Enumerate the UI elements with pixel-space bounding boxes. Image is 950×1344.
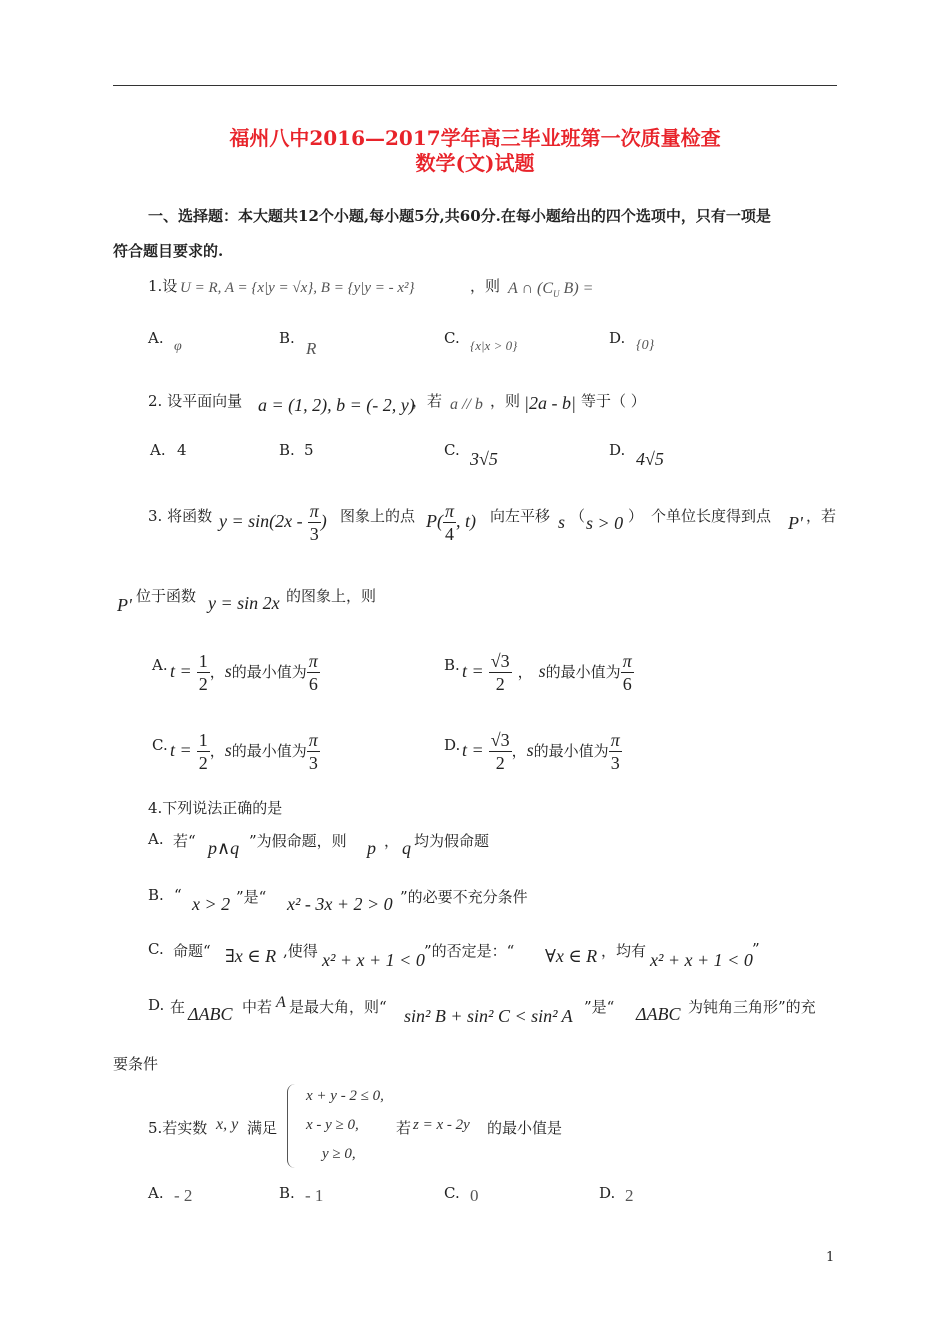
q1-ask-b: B) = (559, 280, 594, 297)
q3-opt-c-num: 1 (198, 730, 208, 750)
q2-vectors: a = (1, 2), b = (- 2, y) (258, 395, 415, 415)
q3-opt-d-t: t = (462, 740, 484, 760)
q3-s-cond: s > 0 (586, 513, 624, 533)
q3-opt-d-comma: ， (511, 742, 527, 760)
q5-opt-c-val: 0 (470, 1186, 479, 1205)
q3-opt-d-sden: 3 (610, 753, 620, 773)
q3-function (219, 500, 327, 545)
q2-abs: |2a - b| (524, 393, 576, 413)
q1-opt-a-val: φ (174, 339, 182, 354)
q5-opt-d-val: 2 (625, 1186, 634, 1205)
q4-d-1: 在 (170, 998, 186, 1016)
q3-opt-a-num: 1 (198, 651, 208, 671)
q2-opt-d-label: D. (609, 441, 626, 459)
q2-opt-c-label: C. (444, 441, 460, 459)
q4-a-3: 均为假命题 (414, 832, 490, 850)
q1-stem (148, 275, 177, 296)
q3-opt-b-sfrac (621, 650, 634, 695)
q4-c-expr2: x² + x + 1 < 0 (322, 950, 425, 970)
q3-opt-c-text: 的最小值为 (231, 742, 307, 760)
q4-c-label: C. (148, 940, 164, 958)
q4-d-4: ”是“ (584, 998, 615, 1016)
q3-opt-b-snum: π (622, 651, 632, 671)
section-intro-line2: 符合题目要求的. (113, 242, 224, 260)
q3-opt-b-s: s (538, 661, 546, 681)
q1-opt-d-label: D. (609, 329, 626, 347)
q5-ineq-1: x + y - 2 ≤ 0, (306, 1088, 384, 1104)
q3-opt-c-label: C. (152, 736, 168, 754)
q3-pt-num: π (445, 501, 455, 521)
q3-paren-l: （ (570, 507, 586, 525)
q3-opt-a (170, 650, 320, 695)
q4-c-expr3: ∀x ∈ R (545, 946, 598, 966)
q2-cond: a // b (450, 396, 483, 413)
q3-opt-d-sfrac (609, 729, 622, 774)
q3-opt-d-frac (489, 729, 512, 774)
q4-b-label: B. (148, 886, 164, 904)
q5-opt-d-label: D. (599, 1184, 616, 1202)
q4-d-tri: ΔABC (188, 1004, 233, 1024)
q3-opt-d (462, 729, 622, 774)
q3-point (426, 500, 476, 545)
q4-b-expr2: x² - 3x + 2 > 0 (287, 894, 393, 914)
q1-ask-sub: U (553, 289, 560, 300)
q3-opt-c (170, 729, 320, 774)
exam-subtitle: 数学(文)试题 (415, 151, 535, 175)
q3-line2-p: P' (117, 595, 132, 615)
q5-opt-c-label: C. (444, 1184, 460, 1202)
q3-opt-c-frac (197, 729, 210, 774)
q3-opt-a-s: s (224, 661, 232, 681)
q3-opt-d-den: 2 (495, 753, 505, 773)
q4-c-3: ”的否定是：“ (424, 942, 515, 960)
q5-opt-a-label: A. (148, 1184, 164, 1202)
q2-opt-b-val: 5 (304, 441, 314, 459)
exam-title: 福州八中2016—2017学年高三毕业班第一次质量检查 (229, 126, 721, 150)
q3-tail: 个单位长度得到点 (651, 507, 772, 525)
q4-d-A: A (276, 994, 286, 1011)
q3-paren-r: ） (628, 507, 644, 525)
q1-opt-b-label: B. (279, 329, 295, 347)
q3-opt-a-text: 的最小值为 (231, 663, 307, 681)
q5-opt-b-val: - 1 (305, 1186, 324, 1205)
q3-pprime: P' (788, 513, 803, 533)
q3-opt-d-text: 的最小值为 (533, 742, 609, 760)
q5-vars: x, y (216, 1116, 239, 1133)
q5-ruo: 若 (396, 1119, 412, 1137)
q3-opt-b-label: B. (444, 656, 460, 674)
q4-a-p: p (367, 838, 376, 858)
q5-ineq-2: x - y ≥ 0, (306, 1117, 359, 1133)
q5-opt-b-label: B. (279, 1184, 295, 1202)
q3-opt-b-t: t = (462, 661, 484, 681)
q5-opt-a-val: - 2 (174, 1186, 193, 1205)
q1-ask (508, 280, 593, 299)
q5-z: z = x - 2y (413, 1117, 470, 1133)
q3-opt-a-t: t = (170, 661, 192, 681)
q4-c-5: ” (752, 940, 760, 958)
q3-opt-b-text: 的最小值为 (545, 663, 621, 681)
q1-opt-d-val: {0} (636, 338, 655, 353)
q4-a-q: q (402, 838, 411, 858)
q4-c-1: 命题“ (173, 942, 211, 960)
q3-opt-b-frac (489, 650, 512, 695)
q4-a-1: 若“ (173, 832, 196, 850)
q3-pt-den: 4 (445, 524, 455, 544)
q3-opt-c-t: t = (170, 740, 192, 760)
q1-prefix: 1.设 (148, 277, 178, 295)
q2-then: ，则 (490, 392, 521, 410)
q1-then: ，则 (470, 277, 501, 295)
q4-a-expr: p∧q (208, 838, 240, 858)
q3-opt-c-comma: ， (209, 742, 225, 760)
q4-c-expr1: ∃x ∈ R (225, 946, 277, 966)
q4-b-expr1: x > 2 (192, 894, 231, 914)
q3-line2-text: 位于函数 (136, 587, 197, 605)
q2-opt-c-val: 3√5 (470, 449, 498, 469)
q4-d-expr: sin² B + sin² C < sin² A (404, 1006, 573, 1026)
q3-opt-b-num: √3 (490, 651, 510, 671)
q4-d-5: 为钝角三角形”的充 (688, 998, 816, 1016)
q3-line2-fn: y = sin 2x (208, 593, 280, 613)
q4-d-3: 是最大角，则“ (289, 998, 387, 1016)
q2-opt-b-label: B. (279, 441, 295, 459)
q3-opt-c-sden: 3 (308, 753, 318, 773)
q4-b-3: ”的必要不充分条件 (400, 888, 528, 906)
q1-opt-b-val: R (306, 339, 317, 358)
q3-pt-frac (443, 500, 456, 545)
section-intro-line1: 一、选择题：本大题共12个小题,每小题5分,共60分.在每小题给出的四个选项中，只有一项是 (148, 207, 771, 225)
q4-stem: 4.下列说法正确的是 (148, 799, 283, 817)
q3-line2-tail: 的图象上，则 (286, 587, 377, 605)
q5-mid: 满足 (247, 1119, 278, 1137)
q1-sets: U = R, A = {x|y = √x}, B = {y|y = - x²} (180, 280, 415, 296)
q3-opt-d-label: D. (444, 736, 461, 754)
q3-opt-b-comma: ， (517, 663, 533, 681)
q5-tail: 的最小值是 (487, 1119, 563, 1137)
q5-ineq-3: y ≥ 0, (322, 1146, 356, 1162)
q3-opt-c-snum: π (308, 730, 318, 750)
q3-prefix: 3. 将函数 (148, 507, 213, 525)
q3-opt-b-sden: 6 (622, 674, 632, 694)
header-rule (113, 85, 837, 86)
q4-c-2: ,使得 (283, 942, 318, 960)
q3-opt-a-snum: π (308, 651, 318, 671)
q3-opt-a-sfrac (307, 650, 320, 695)
q1-ask-a: A ∩ (C (508, 280, 554, 297)
q3-opt-c-den: 2 (198, 753, 208, 773)
q2-if: ，若 (412, 392, 443, 410)
page-number: 1 (826, 1250, 835, 1265)
q3-opt-b-den: 2 (495, 674, 505, 694)
q4-a-label: A. (148, 830, 164, 848)
q3-opt-d-num: √3 (490, 730, 510, 750)
q3-mid: 图象上的点 (340, 507, 416, 525)
q4-a-2: ”为假命题，则 (249, 832, 347, 850)
q2-prefix: 2. 设平面向量 (148, 392, 243, 410)
q3-shift: 向左平移 (490, 507, 551, 525)
q3-fn-a: y = sin(2x - (219, 511, 303, 531)
q3-opt-d-snum: π (610, 730, 620, 750)
q3-opt-d-s: s (526, 740, 534, 760)
q3-opt-b (462, 650, 634, 695)
q4-d-tri2: ΔABC (636, 1004, 681, 1024)
q2-opt-a-label: A. (150, 441, 166, 459)
q3-fn-den: 3 (309, 524, 319, 544)
q4-b-2: ”是“ (236, 888, 267, 906)
q3-opt-a-frac (197, 650, 210, 695)
q3-opt-a-comma: ， (209, 663, 225, 681)
q3-pt-a: P( (426, 511, 443, 531)
q1-opt-c-label: C. (444, 329, 460, 347)
q3-opt-c-s: s (224, 740, 232, 760)
q3-opt-a-label: A. (152, 656, 168, 674)
q4-d-label: D. (148, 996, 165, 1014)
q2-tail: 等于（ ） (581, 392, 646, 410)
q1-opt-c-val: {x|x > 0} (470, 338, 518, 353)
q3-opt-a-den: 2 (198, 674, 208, 694)
q2-opt-d-val: 4√5 (636, 449, 664, 469)
q3-s: s (558, 512, 566, 532)
q5-system-brace (287, 1084, 298, 1168)
q4-b-1: “ (174, 886, 182, 904)
q3-fn-num: π (309, 501, 319, 521)
q3-fn-b: ) (320, 511, 327, 531)
q4-c-4: ，均有 (601, 942, 647, 960)
q4-c-expr4: x² + x + 1 < 0 (650, 950, 753, 970)
q3-fn-frac (308, 500, 321, 545)
q3-ruo: ，若 (806, 507, 837, 525)
q3-pt-b: , t) (456, 511, 477, 531)
q4-a-comma: ， (384, 832, 400, 850)
q1-opt-a-label: A. (148, 329, 164, 347)
q4-d-6: 要条件 (113, 1055, 159, 1073)
q3-opt-a-sden: 6 (308, 674, 318, 694)
q4-d-2: 中若 (242, 998, 273, 1016)
q5-stem: 5.若实数 (148, 1119, 208, 1137)
q2-opt-a-val: 4 (177, 441, 187, 459)
q3-opt-c-sfrac (307, 729, 320, 774)
